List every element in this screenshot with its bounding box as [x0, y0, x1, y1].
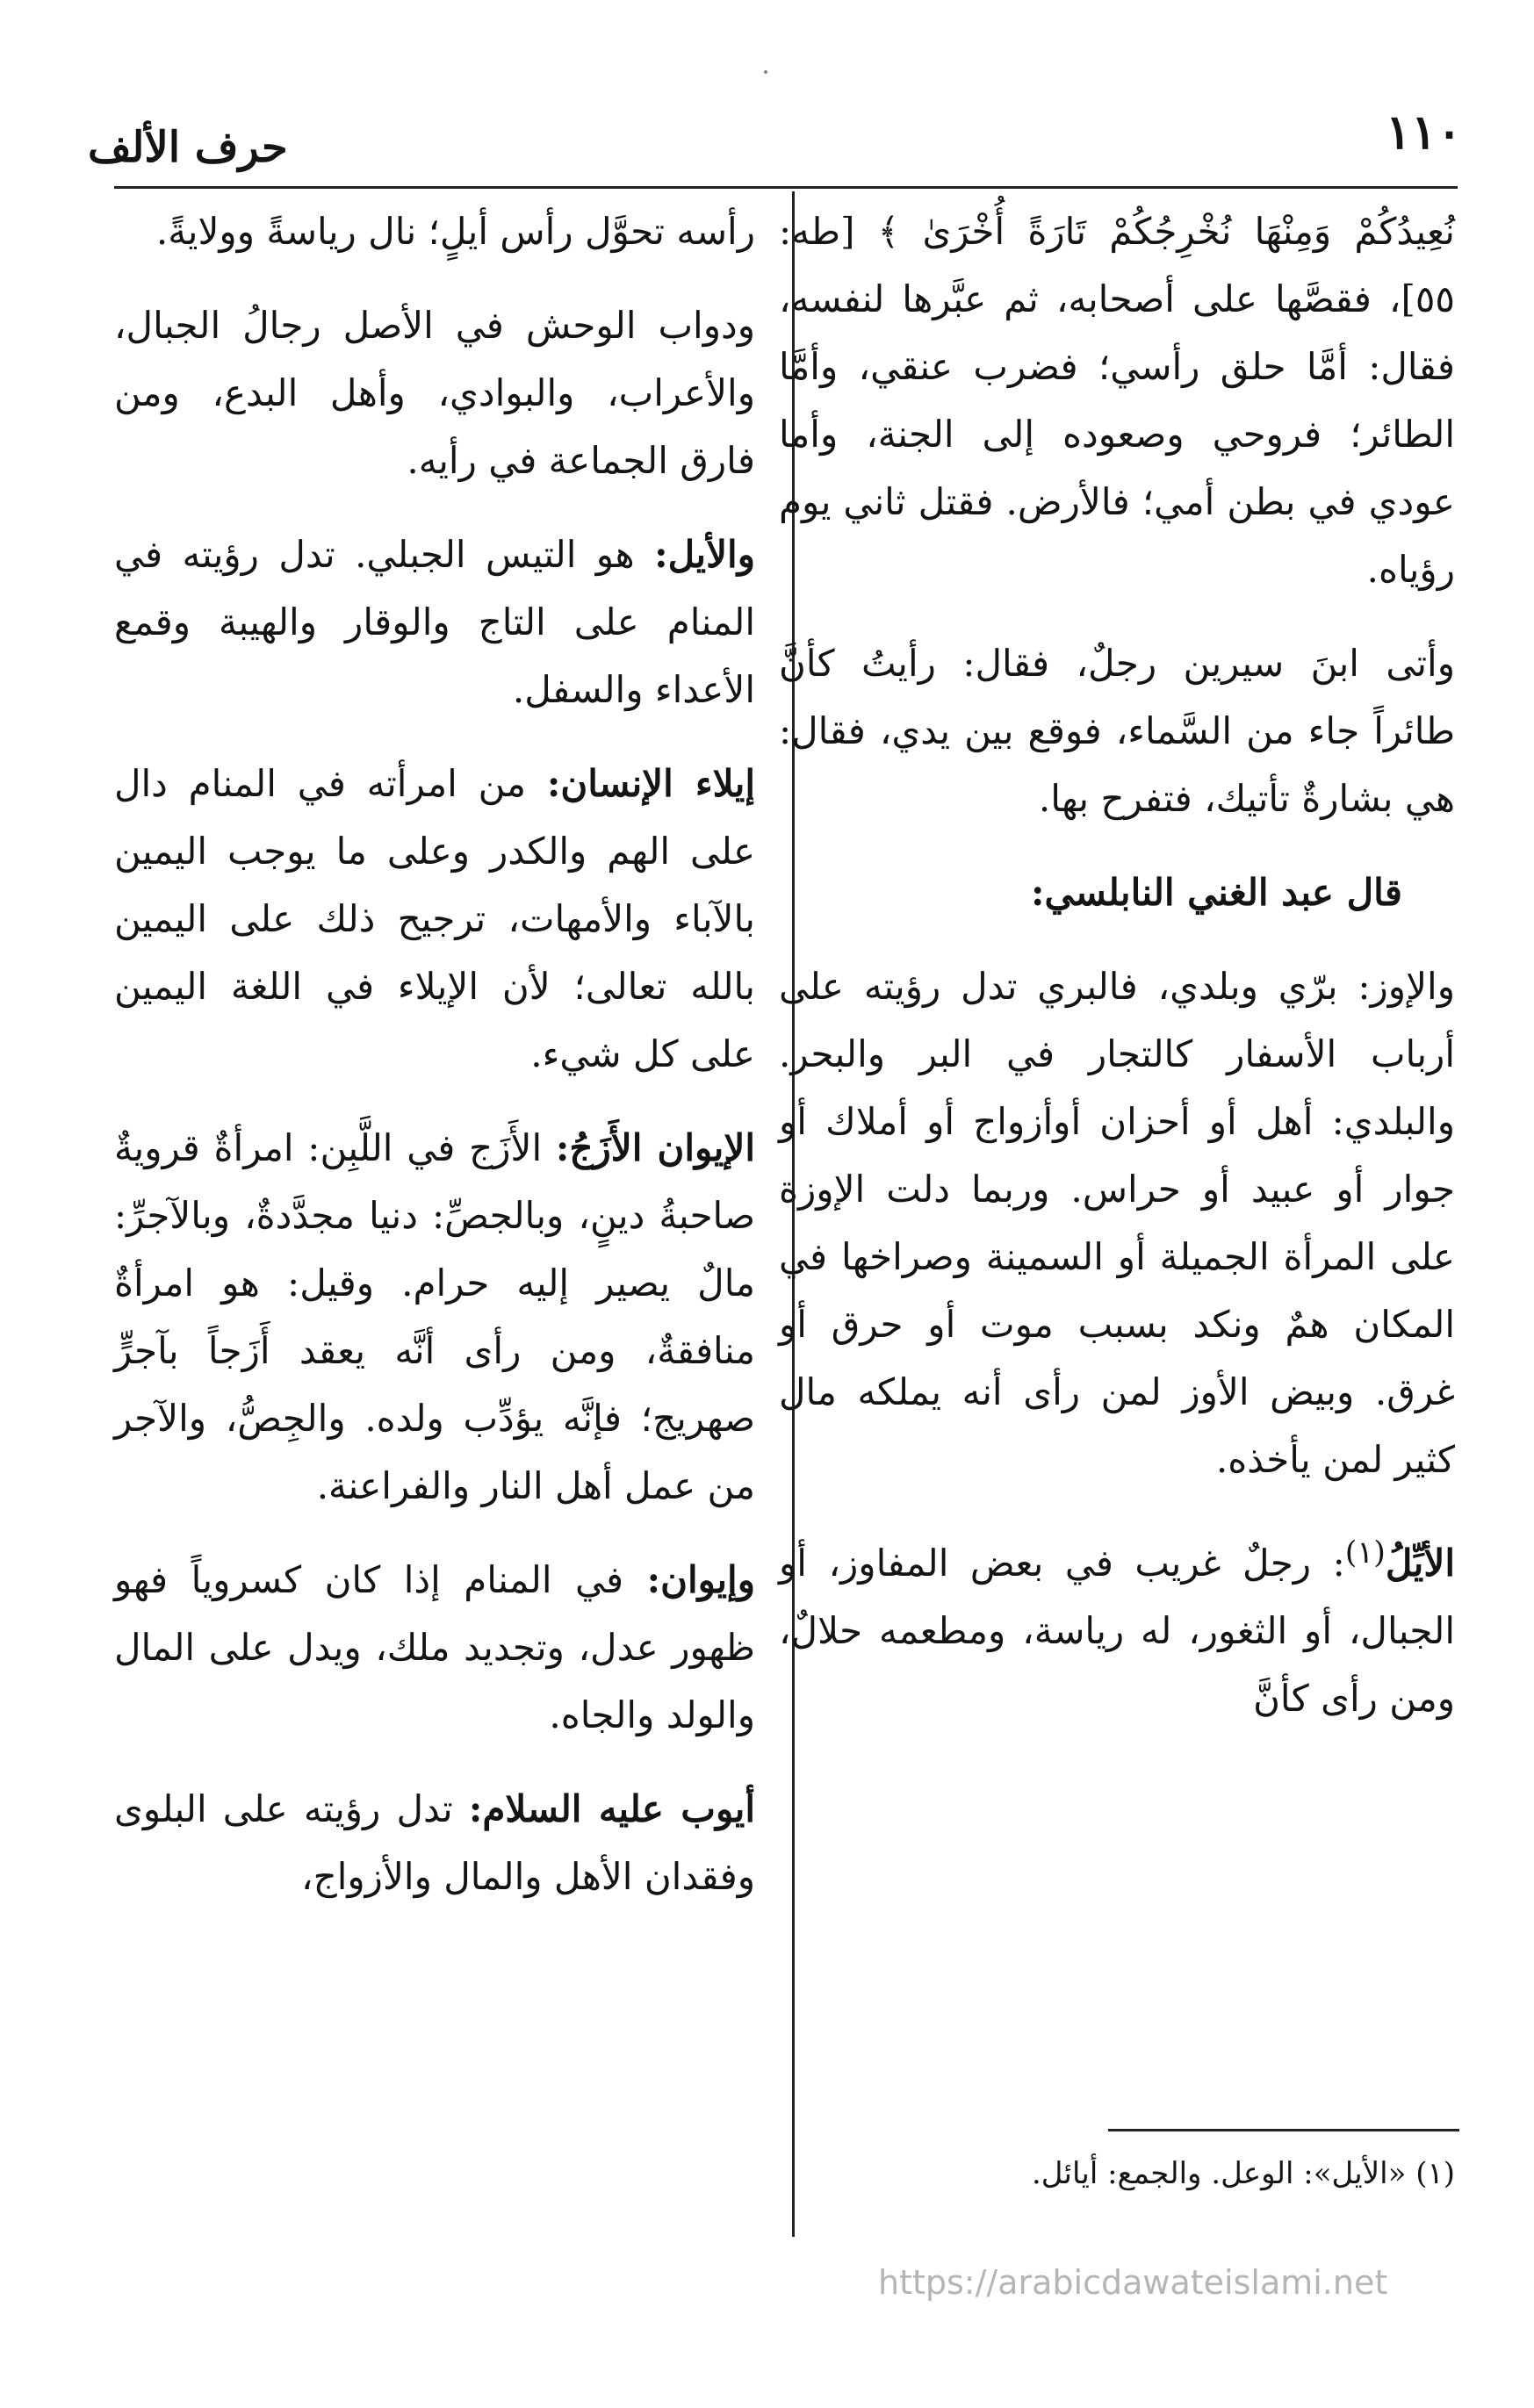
- watermark-url: https://arabicdawateislami.net: [878, 2263, 1388, 2302]
- entry-term: الإيوان الأَزَجُ:: [555, 1126, 755, 1169]
- entry-text: هو التيس الجبلي. تدل رؤيته في المنام على التاج والوقار والهيبة وقمع الأعداء والسفل.: [114, 533, 755, 711]
- entry-paragraph: [114, 1114, 755, 1520]
- entry-text: : رجلٌ غريب في بعض المفاوز، أو الجبال، أو الثغور، له رياسة، ومطعمه حلالٌ، ومن رأى كأنَّ: [779, 1542, 1455, 1720]
- entry-paragraph: [114, 521, 755, 723]
- entry-text: الأَزَج في اللَّبِن: امرأةٌ قرويةٌ صاحبةُ دينٍ، وبالجصِّ: دنيا مجدَّدةٌ، وبالآجرِّ: مالٌ يصير إليه حرام. وقيل: هو امرأةٌ منافقةٌ، ومن رأى أنَّه يعقد أَزَجاً بآجرٍّ صهريج؛ فإنَّه يؤدِّب ولده. والجِصُّ، والآجر من عمل أهل النار والفراعنة.: [114, 1126, 755, 1507]
- paragraph: نُعِيدُكُمْ وَمِنْهَا نُخْرِجُكُمْ تَارَةً أُخْرَىٰ ﴾ [طه: ٥٥]، فقصَّها على أصحابه، ثم عبَّرها لنفسه، فقال: أمَّا حلق رأسي؛ فضرب عنقي، وأمَّا الطائر؛ فروحي وصعوده إلى الجنة، وأما عودي في بطن أمي؛ فالأرض. فقتل ثاني يوم رؤياه.: [779, 210, 1455, 591]
- entry-paragraph: [114, 1775, 755, 1910]
- paragraph: والإوز: برّي وبلدي، فالبري تدل رؤيته على أرباب الأسفار كالتجار في البر والبحر. والبلدي: أهل أو أحزان أوأزواج أو أملاك أو جوار أو عبيد أو حراس. وربما دلت الإوزة على المرأة الجميلة أو السمينة وصراخها في المكان همٌ ونكد بسبب موت أو حرق أو غرق. وبيض الأوز لمن رأى أنه يملكه مال كثير لمن يأخذه.: [779, 965, 1455, 1481]
- footnote-rule: [1108, 2129, 1459, 2131]
- footnote-marker: (١): [1344, 1535, 1386, 1571]
- right-column: [779, 198, 1455, 1758]
- entry-text: في المنام إذا كان كسروياً فهو ظهور عدل، وتجديد ملك، ويدل على المال والولد والجاه.: [114, 1558, 755, 1736]
- entry-term: أيوب عليه السلام:: [468, 1787, 756, 1830]
- paragraph: وأتى ابنَ سيرين رجلٌ، فقال: رأيتُ كأنَّ طائراً جاء من السَّماء، فوقع بين يدي، فقال: هي بشارةٌ تأتيك، فتفرح بها.: [779, 642, 1455, 820]
- entry-paragraph: [779, 1520, 1455, 1732]
- entry-text: تدل رؤيته على البلوى وفقدان الأهل والمال والأزواج،: [114, 1787, 755, 1898]
- entry-paragraph: [114, 750, 755, 1088]
- entry-term: إيلاء الإنسان:: [546, 762, 755, 805]
- entry-term: الأيِّلُ: [1385, 1542, 1455, 1585]
- left-column: [114, 198, 755, 1937]
- section-heading: قال عبد الغني النابلسي:: [1031, 871, 1402, 914]
- entry-text: من امرأته في المنام دال على الهم والكدر وعلى ما يوجب اليمين بالآباء والأمهات، ترجيح ذلك على اليمين بالله تعالى؛ لأن الإيلاء في اللغة اليمين على كل شيء.: [114, 762, 755, 1075]
- paragraph: رأسه تحوَّل رأس أيلٍ؛ نال رياسةً وولايةً.: [155, 210, 755, 253]
- scan-speck: [764, 70, 767, 74]
- entry-paragraph: [114, 1546, 755, 1749]
- paragraph: ودواب الوحش في الأصل رجالُ الجبال، والأعراب، والبوادي، وأهل البدع، ومن فارق الجماعة في رأيه.: [114, 304, 755, 482]
- page-number: ١١٠: [1385, 104, 1462, 160]
- footnote: (١) «الأيل»: الوعل. والجمع: أيائل.: [1031, 2156, 1455, 2191]
- running-head: حرف الألف: [88, 123, 288, 172]
- header-rule: [114, 186, 1458, 189]
- entry-term: وإيوان:: [646, 1558, 755, 1601]
- entry-term: والأيل:: [654, 533, 755, 576]
